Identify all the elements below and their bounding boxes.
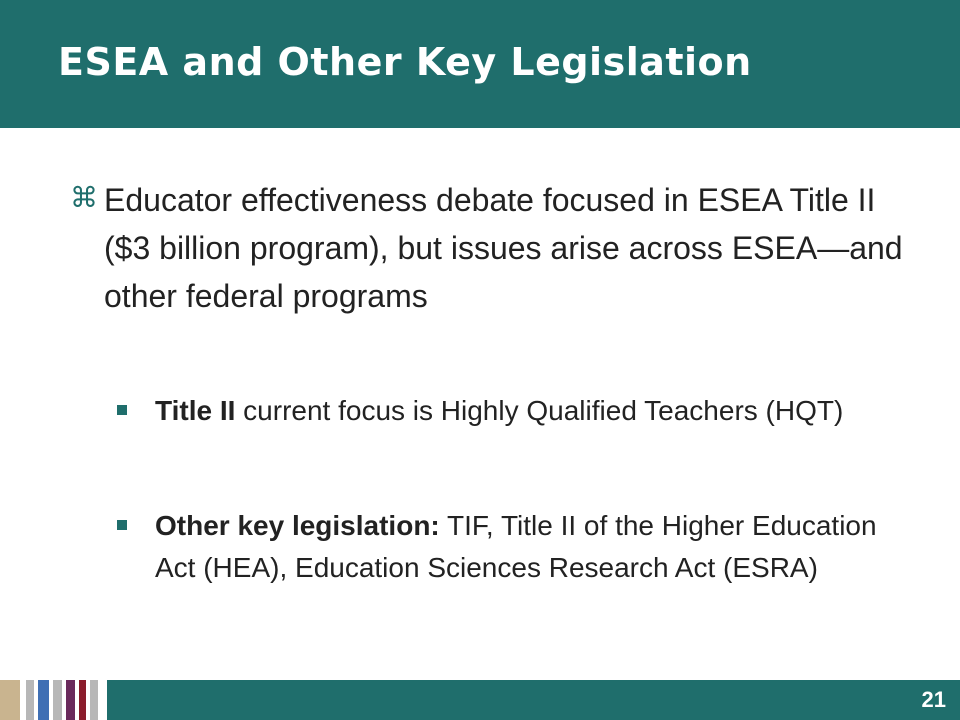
sub-bullet-1 — [155, 390, 895, 432]
stripe-gray — [53, 680, 62, 720]
main-bullet-text: Educator effectiveness debate focused in ESEA Title II ($3 billion program), but issues arise across ESEA—and other federal programs — [104, 182, 903, 314]
square-bullet-icon — [117, 405, 127, 415]
stripe-purple — [66, 680, 75, 720]
stripe-gray — [26, 680, 34, 720]
square-bullet-icon — [117, 520, 127, 530]
stripe-red — [79, 680, 86, 720]
footer-bar — [107, 680, 960, 720]
page-number: 21 — [921, 687, 946, 712]
sub-bullet-1-bold: Title II — [155, 395, 236, 426]
slide-title: ESEA and Other Key Legislation — [58, 40, 752, 84]
sub-bullet-2-text: TIF, Title II of the Higher Education Act (HEA), Education Sciences Research Act (ESRA) — [155, 510, 877, 583]
stripe-gray — [90, 680, 98, 720]
cursive-z-bullet-icon: ⌘ — [70, 182, 98, 213]
stripe-blue — [38, 680, 49, 720]
sub-bullet-2 — [155, 505, 895, 589]
sub-bullet-1-text: current focus is Highly Qualified Teachers (HQT) — [235, 395, 844, 426]
stripe-tan — [0, 680, 20, 720]
sub-bullet-2-bold: Other key legislation: — [155, 510, 440, 541]
